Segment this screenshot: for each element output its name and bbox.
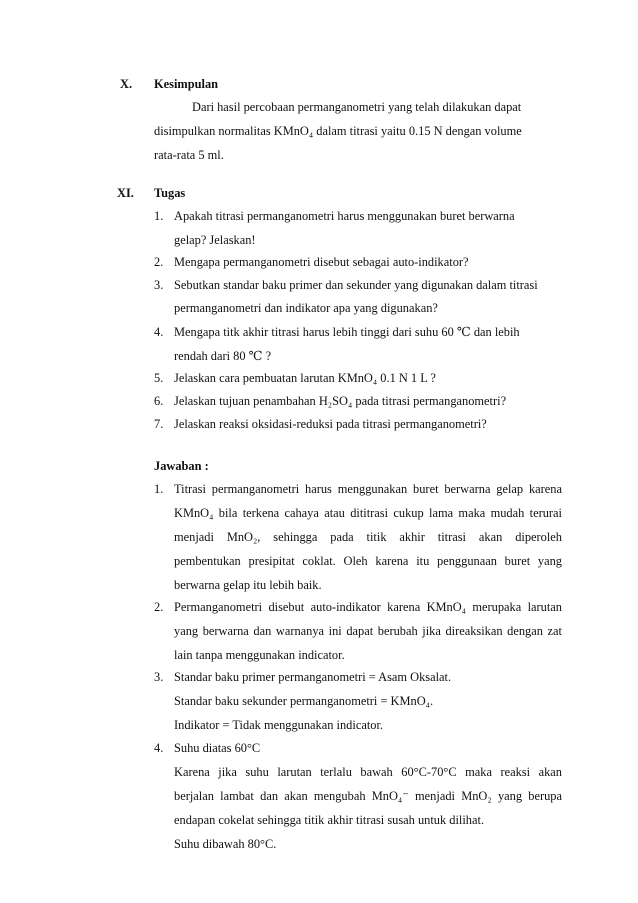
answer-line: endapan cokelat sehingga titik akhir titrasi susah untuk dilihat. bbox=[174, 813, 485, 827]
question-line: Jelaskan cara pembuatan larutan KMnO₄ 0.1 N 1 L ? bbox=[174, 371, 436, 385]
question-line: Jelaskan tujuan penambahan H₂SO₄ pada titrasi permanganometri? bbox=[174, 394, 507, 408]
question-number: 2. bbox=[154, 255, 164, 269]
conclusion-line-3: rata-rata 5 ml. bbox=[154, 148, 224, 162]
answer-number: 3. bbox=[154, 670, 164, 684]
question-number: 4. bbox=[154, 325, 164, 339]
question-number: 7. bbox=[154, 417, 164, 431]
question-number: 6. bbox=[154, 394, 164, 408]
section-xi-numeral: XI. bbox=[117, 186, 134, 200]
answer-line: lain tanpa menggunakan indicator. bbox=[174, 648, 345, 662]
question-line: rendah dari 80 ℃ ? bbox=[174, 349, 272, 363]
answer-line: Suhu diatas 60°C bbox=[174, 741, 261, 755]
answer-line: berwarna gelap itu lebih baik. bbox=[174, 578, 322, 592]
answer-number: 4. bbox=[154, 741, 164, 755]
answer-line: menjadi MnO₂, sehingga pada titik akhir titrasi akan diperoleh bbox=[174, 530, 562, 544]
jawaban-heading: Jawaban : bbox=[154, 459, 209, 473]
question-line: Mengapa permanganometri disebut sebagai auto-indikator? bbox=[174, 255, 469, 269]
answer-line: Standar baku primer permanganometri = Asam Oksalat. bbox=[174, 670, 452, 684]
question-line: Sebutkan standar baku primer dan sekunder yang digunakan dalam titrasi bbox=[174, 278, 538, 292]
answer-line: berjalan lambat dan akan mengubah MnO₄⁻ menjadi MnO₂ yang berupa bbox=[174, 789, 562, 803]
section-x-heading: Kesimpulan bbox=[154, 77, 219, 91]
answer-line: Karena jika suhu larutan terlalu bawah 60°C-70°C maka reaksi akan bbox=[174, 765, 562, 779]
answer-number: 1. bbox=[154, 482, 164, 496]
answer-line: Standar baku sekunder permanganometri = KMnO₄. bbox=[174, 694, 434, 708]
question-number: 5. bbox=[154, 371, 164, 385]
answer-line: yang berwarna dan warnanya ini dapat berubah jika direaksikan dengan zat bbox=[174, 624, 562, 638]
question-line: permanganometri dan indikator apa yang digunakan? bbox=[174, 301, 438, 315]
question-line: Apakah titrasi permanganometri harus menggunakan buret berwarna bbox=[174, 209, 515, 223]
answer-line: Indikator = Tidak menggunakan indicator. bbox=[174, 718, 383, 732]
answer-line: Suhu dibawah 80°C. bbox=[174, 837, 277, 851]
conclusion-line-2: disimpulkan normalitas KMnO₄ dalam titrasi yaitu 0.15 N dengan volume bbox=[154, 124, 522, 138]
question-line: Jelaskan reaksi oksidasi-reduksi pada titrasi permanganometri? bbox=[174, 417, 487, 431]
question-line: Mengapa titk akhir titrasi harus lebih tinggi dari suhu 60 ℃ dan lebih bbox=[174, 325, 520, 339]
answer-line: Titrasi permanganometri harus menggunakan buret berwarna gelap karena bbox=[174, 482, 562, 496]
answer-line: KMnO₄ bila terkena cahaya atau dititrasi cukup lama maka mudah terurai bbox=[174, 506, 562, 520]
answer-line: Permanganometri disebut auto-indikator karena KMnO₄ merupaka larutan bbox=[174, 600, 562, 614]
answer-line: pembentukan presipitat coklat. Oleh karena itu penggunaan buret yang bbox=[174, 554, 562, 568]
question-number: 3. bbox=[154, 278, 164, 292]
question-number: 1. bbox=[154, 209, 164, 223]
conclusion-line-1: Dari hasil percobaan permanganometri yang telah dilakukan dapat bbox=[192, 100, 522, 114]
section-xi-heading: Tugas bbox=[154, 186, 186, 200]
section-x-numeral: X. bbox=[120, 77, 133, 91]
answer-number: 2. bbox=[154, 600, 164, 614]
question-line: gelap? Jelaskan! bbox=[174, 233, 256, 247]
